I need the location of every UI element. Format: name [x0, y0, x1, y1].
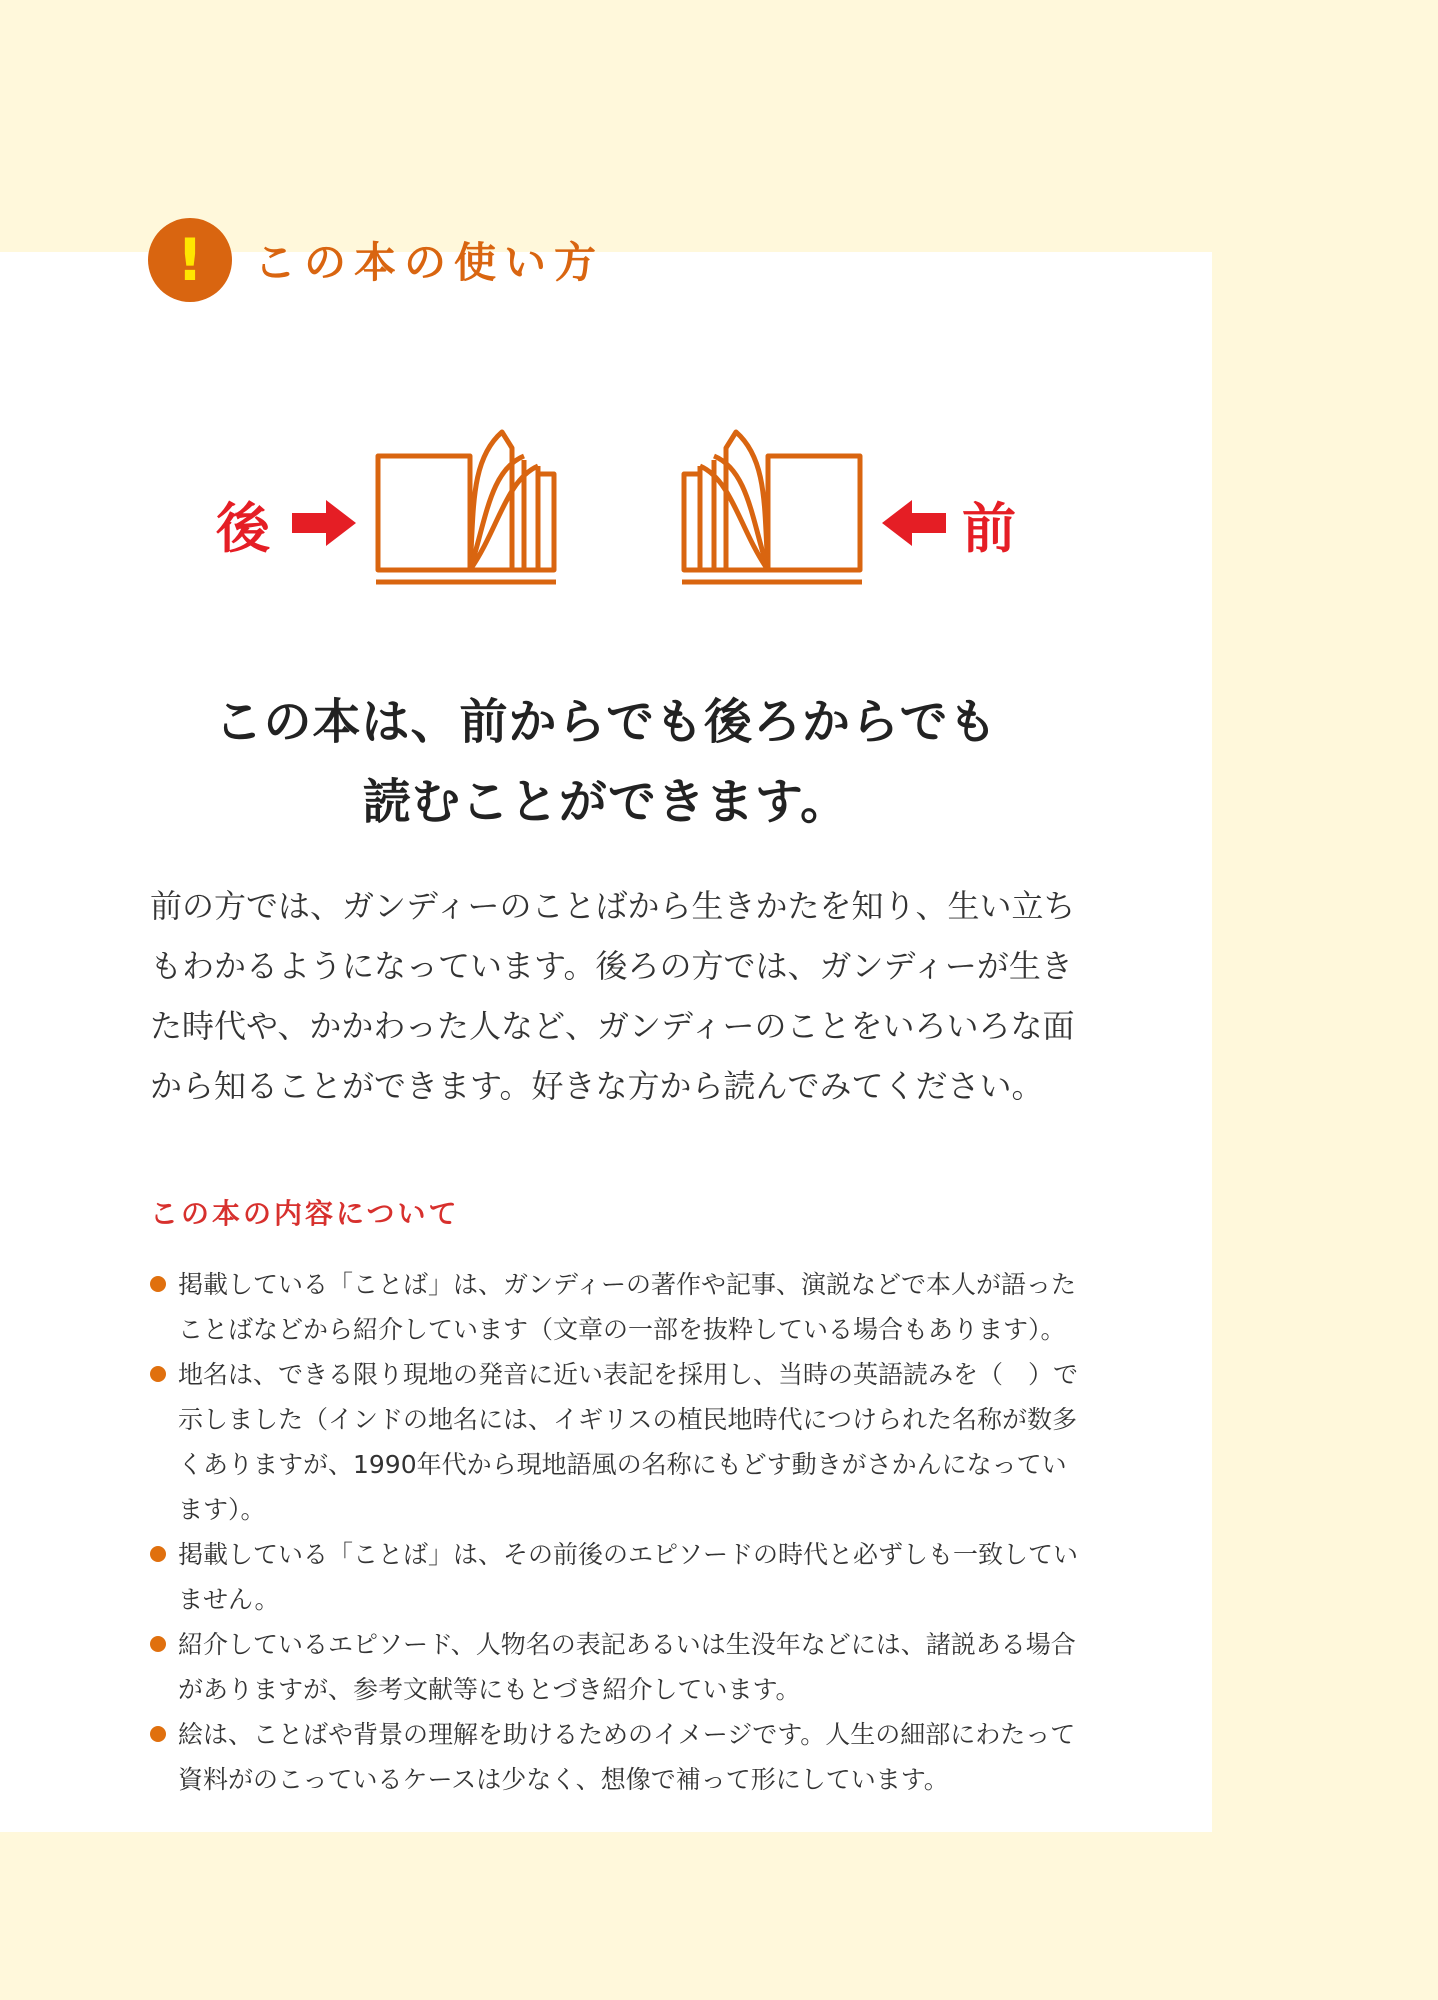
arrow-right-icon [292, 500, 356, 546]
back-label: 後 [216, 497, 270, 560]
open-book-right-icon [374, 420, 560, 590]
bullet-icon [150, 1276, 166, 1292]
section-header [148, 218, 604, 302]
front-label: 前 [962, 497, 1016, 560]
bullet-icon [150, 1726, 166, 1742]
headline-line-2: 読むことができます。 [362, 774, 850, 830]
reading-direction-diagram [0, 400, 1212, 600]
headline [0, 682, 1212, 842]
arrow-left-icon [882, 500, 946, 546]
bullet-icon [150, 1546, 166, 1562]
notes-list [150, 1262, 1084, 1802]
content-section-title: この本の内容について [150, 1197, 460, 1230]
exclamation-badge: ! [148, 218, 232, 302]
list-item: 掲載している「ことば」は、その前後のエピソードの時代と必ずしも一致していません。 [150, 1532, 1084, 1622]
list-item: 掲載している「ことば」は、ガンディーの著作や記事、演説などで本人が語ったことばなどから紹介しています（文章の一部を抜粋している場合もあります）。 [150, 1262, 1084, 1352]
page-title: この本の使い方 [254, 238, 605, 287]
headline-line-1: この本は、前からでも後ろからでも [214, 694, 998, 750]
bullet-icon [150, 1636, 166, 1652]
intro-paragraph: 前の方では、ガンディーのことばから生きかたを知り、生い立ちもわかるようになっています。後ろの方では、ガンディーが生きた時代や、かかわった人など、ガンディーのことをいろいろな面から知ることができます。好きな方から読んでみてください。 [150, 887, 1076, 1105]
list-item: 地名は、できる限り現地の発音に近い表記を採用し、当時の英語読みを（ ）で示しました（インドの地名には、イギリスの植民地時代につけられた名称が数多くありますが、1990年代から現地語風の名称にもどす動きがさかんになっています）。 [150, 1352, 1084, 1532]
list-item: 紹介しているエピソード、人物名の表記あるいは生没年などには、諸説ある場合がありますが、参考文献等にもとづき紹介しています。 [150, 1622, 1084, 1712]
open-book-left-icon [678, 420, 864, 590]
list-item: 絵は、ことばや背景の理解を助けるためのイメージです。人生の細部にわたって資料がのこっているケースは少なく、想像で補って形にしています。 [150, 1712, 1084, 1802]
bullet-icon [150, 1366, 166, 1382]
